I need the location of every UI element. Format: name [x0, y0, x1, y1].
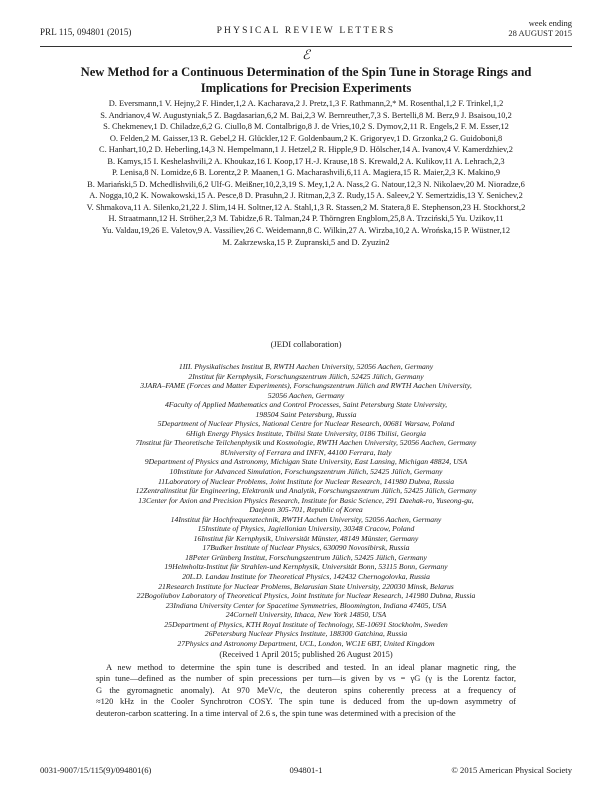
affiliation-line: 7Institut für Theoretische Teilchenphysik und Kosmologie, RWTH Aachen University, 52056 Aachen, Germany	[135, 438, 477, 448]
affiliation-line: 22Bogoliubov Laboratory of Theoretical Physics, Joint Institute for Nuclear Research, 141980 Dubna, Russia	[136, 591, 476, 601]
title-line: Implications for Precision Experiments	[200, 81, 412, 95]
affiliation-line: 6High Energy Physics Institute, Tbilisi State University, 0186 Tbilisi, Georgia	[186, 428, 426, 438]
abstract-line: ≈120 kHz in the Cooler Synchrotron COSY. The spin tune is deduced from the up-down asymmetry of	[96, 696, 516, 707]
affiliation-line: 8University of Ferrara and INFN, 44100 Ferrara, Italy	[220, 447, 392, 457]
footer-code: 0031-9007/15/115(9)/094801(6)	[40, 765, 152, 775]
issue-date	[508, 18, 572, 38]
author-line: P. Lenisa,8 N. Lomidze,6 B. Lorentz,2 P. Maanen,1 G. Macharashvili,6,11 A. Magiera,15 R. Maier,2,3 K. Makino,9	[111, 168, 501, 178]
author-line: S. Chekmenev,1 D. Chiladze,6,2 G. Ciullo,8 M. Contalbrigo,8 J. de Vries,10,2 S. Dymov,2,11 R. Engels,2 F. M. Esser,12	[103, 122, 509, 132]
abstract-line: spin tune—defined as the number of spin precessions per turn—is given by νs = γG (γ is the Lorentz factor,	[96, 673, 516, 684]
author-line: S. Andrianov,4 W. Augustyniak,5 Z. Bagdasarian,6,2 M. Bai,2,3 W. Bernreuther,7,3 S. Bertelli,8 M. Berz,9 J. Bsaisou,10,2	[100, 110, 512, 120]
affiliation-line: 16Institut für Kernphysik, Universität Münster, 48149 Münster, Germany	[193, 533, 419, 543]
received-dates: (Received 1 April 2015; published 26 August 2015)	[219, 650, 393, 659]
affiliation-line: 1III. Physikalisches Institut B, RWTH Aachen University, 52056 Aachen, Germany	[178, 362, 434, 371]
copyright: © 2015 American Physical Society	[451, 765, 572, 775]
affiliation-line: 17Budker Institute of Nuclear Physics, 630090 Novosibirsk, Russia	[202, 543, 410, 553]
author-line: H. Straatmann,12 H. Ströher,2,3 M. Tabidze,6 R. Talman,24 P. Thörngren Engblom,25,8 A. Trzciński,5 Yu. Uzikov,11	[108, 214, 504, 224]
author-line: D. Eversmann,1 V. Hejny,2 F. Hinder,1,2 A. Kacharava,2 J. Pretz,1,3 F. Rathmann,2,* M. Rosenthal,1,2 F. Trinkel,1,2	[108, 99, 504, 108]
abstract	[96, 662, 516, 719]
collaboration-name: (JEDI collaboration)	[270, 339, 342, 349]
abstract-line: G the gyromagnetic anomaly). At 970 MeV/c, the deuteron spins coherently precess at a frequency of	[96, 684, 516, 695]
journal-name: PHYSICAL REVIEW LETTERS	[216, 26, 396, 36]
affiliation-line: 18Peter Grünberg Institut, Forschungszentrum Jülich, 52425 Jülich, Germany	[185, 552, 427, 562]
author-line: Yu. Valdau,19,26 E. Valetov,9 A. Vassiliev,26 C. Weidemann,8 C. Wilkin,27 A. Wirzba,10,2 A. Wrońska,15 P. Wüstner,12	[101, 226, 511, 236]
author-line: M. Zakrzewska,15 P. Zupranski,5 and D. Zyuzin2	[222, 237, 390, 247]
affiliation-line: 4Faculty of Applied Mathematics and Control Processes, Saint Petersburg State University,	[164, 400, 448, 410]
affiliation-line: 2Institut für Kernphysik, Forschungszentrum Jülich, 52425 Jülich, Germany	[188, 371, 424, 381]
author-line: C. Hanhart,10,2 D. Heberling,14,3 N. Hempelmann,1 J. Hetzel,2 R. Hipple,9 D. Hölscher,14 A. Ivanov,4 V. Kamerdzhiev,2	[99, 145, 513, 155]
week-label: week ending	[528, 18, 572, 28]
affiliation-line: 13Center for Axion and Precision Physics Research, Institute for Basic Science, 291 Daehak-ro, Yuseong-gu,	[138, 495, 474, 505]
editors-suggestion-mark-icon: ℰ	[302, 48, 310, 63]
affiliation-line: 52056 Aachen, Germany	[267, 390, 345, 400]
author-line: A. Nogga,10,2 K. Nowakowski,15 A. Pesce,8 D. Prasuhn,2 J. Ritman,2,3 Z. Rudy,15 A. Saleev,2 Y. Semertzidis,13 Y. Senichev,2	[89, 191, 523, 201]
author-line: V. Shmakova,11 A. Silenko,21,22 J. Slim,14 H. Soltner,12 A. Stahl,1,3 R. Stassen,2 M. Statera,8 E. Stephenson,23 H. Stockhorst,2	[86, 202, 526, 212]
affiliation-line: 19Helmholtz-Institut für Strahlen-und Kernphysik, Universität Bonn, 53115 Bonn, Germany	[164, 562, 448, 572]
affiliation-line: 9Department of Physics and Astronomy, Michigan State University, East Lansing, Michigan 48824, USA	[144, 457, 468, 467]
affiliation-line: 3JARA–FAME (Forces and Matter Experiments), Forschungszentrum Jülich and RWTH Aachen University,	[140, 381, 472, 391]
affiliation-list	[50, 362, 562, 648]
affiliation-line: 10Institute for Advanced Simulation, Forschungszentrum Jülich, 52425 Jülich, Germany	[169, 467, 443, 477]
title-line: New Method for a Continuous Determination of the Spin Tune in Storage Rings and	[80, 65, 532, 79]
author-line: B. Mariański,5 D. Mchedlishvili,6,2 Ulf-G. Meißner,10,2,3,19 S. Mey,1,2 A. Nass,2 G. Natour,12,3 N. Nikolaev,20 M. Nioradze,6	[87, 179, 525, 189]
affiliation-line: 12Zentralinstitut für Engineering, Elektronik und Analytik, Forschungszentrum Jülich, 52425 Jülich, Germany	[135, 486, 477, 496]
journal-reference: PRL 115, 094801 (2015)	[40, 27, 132, 37]
page-number: 094801-1	[289, 765, 323, 775]
affiliation-line: 20L.D. Landau Institute for Theoretical Physics, 142432 Chernogolovka, Russia	[182, 572, 430, 582]
affiliation-line: Daejeon 305-701, Republic of Korea	[249, 505, 363, 515]
affiliation-line: 27Physics and Astronomy Department, UCL, London, WC1E 6BT, United Kingdom	[177, 638, 435, 648]
affiliation-line: 11Laboratory of Nuclear Problems, Joint Institute for Nuclear Research, 141980 Dubna, Russia	[157, 476, 455, 486]
affiliation-line: 26Petersburg Nuclear Physics Institute, 188300 Gatchina, Russia	[204, 629, 408, 639]
affiliation-line: 5Department of Nuclear Physics, National Centre for Nuclear Research, 00681 Warsaw, Poland	[157, 419, 455, 429]
author-line: O. Felden,2 M. Gaisser,13 R. Gebel,2 H. Glückler,12 F. Goldenbaum,2 K. Grigoryev,1 D. Grzonka,2 G. Guidoboni,8	[109, 133, 503, 143]
affiliation-line: 198504 Saint Petersburg, Russia	[255, 409, 357, 419]
abstract-line: deuteron-carbon scattering. In a time interval of 2.6 s, the spin tune was determined with a precision of the	[96, 707, 456, 718]
affiliation-line: 21Research Institute for Nuclear Problems, Belarusian State University, 220030 Minsk, Belarus	[158, 581, 454, 591]
affiliation-line: 24Cornell University, Ithaca, New York 14850, USA	[225, 610, 387, 620]
affiliation-line: 15Institute of Physics, Jagiellonian University, 30348 Cracow, Poland	[197, 524, 415, 534]
affiliation-line: 14Institut für Hochfrequenztechnik, RWTH Aachen University, 52056 Aachen, Germany	[170, 514, 442, 524]
author-line: B. Kamys,15 I. Keshelashvili,2 A. Khoukaz,16 I. Koop,17 H.-J. Krause,18 S. Krewald,2 A. Kulikov,11 A. Lehrach,2,3	[107, 156, 505, 166]
running-header	[40, 16, 572, 46]
paper-title	[60, 64, 552, 96]
abstract-line: A new method to determine the spin tune is described and tested. In an ideal planar magnetic ring, the	[106, 662, 516, 672]
header-rule	[40, 46, 572, 47]
week-date: 28 AUGUST 2015	[508, 28, 572, 38]
affiliation-line: 23Indiana University Center for Spacetime Symmetries, Bloomington, Indiana 47405, USA	[165, 600, 447, 610]
author-list	[44, 98, 568, 248]
affiliation-line: 25Department of Physics, KTH Royal Institute of Technology, SE-10691 Stockholm, Sweden	[164, 619, 448, 629]
